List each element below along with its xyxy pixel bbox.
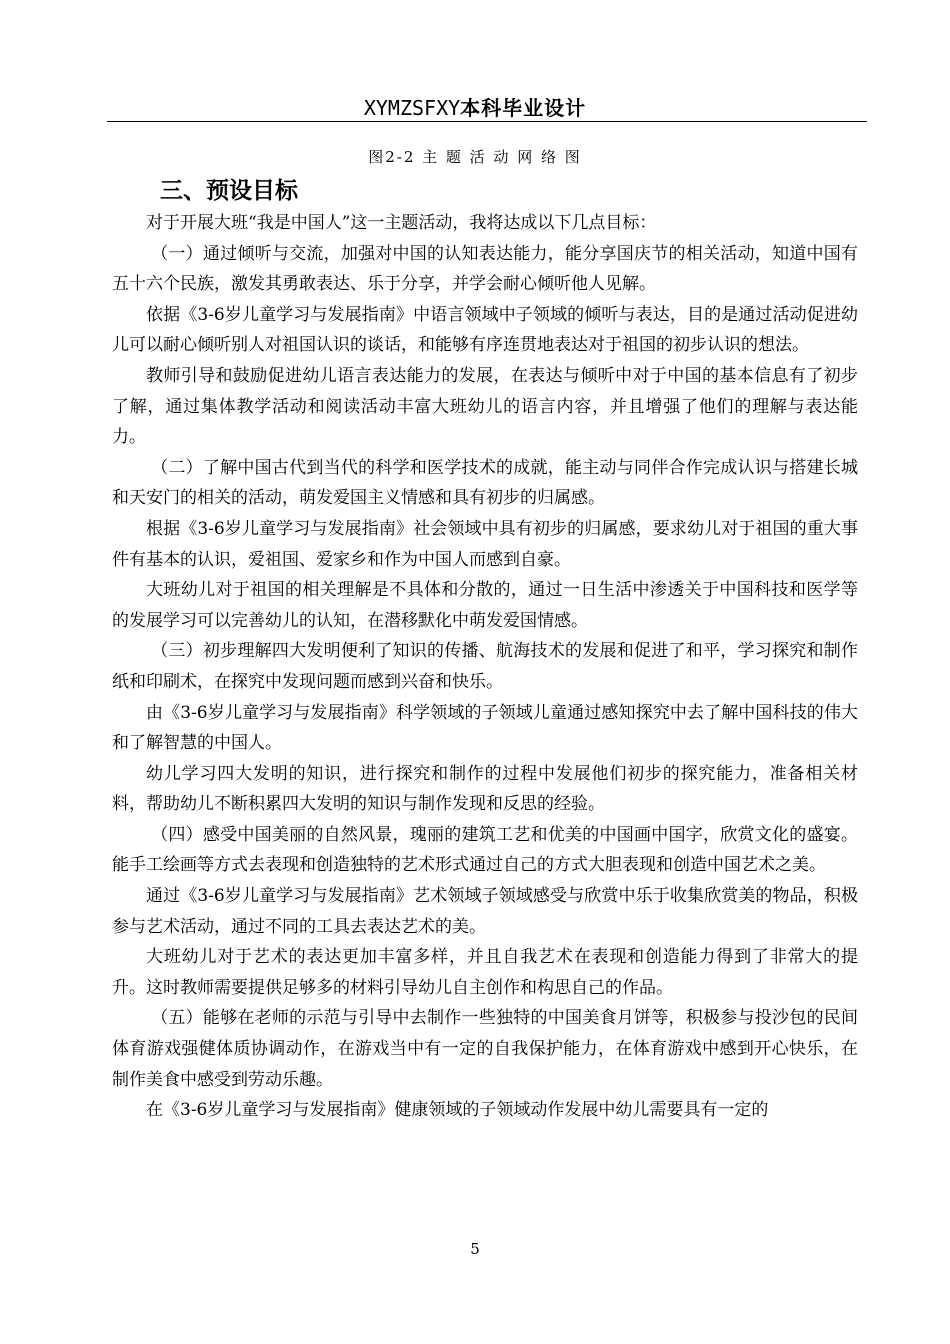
paragraph: 大班幼儿对于艺术的表达更加丰富多样，并且自我艺术在表现和创造能力得到了非常大的提升。这时教师需要提供足够多的材料引导幼儿自主创作和构思自己的作品。 (112, 947, 858, 998)
page-header (0, 95, 950, 121)
header-divider (107, 121, 867, 122)
header-label: 本科毕业设计 (460, 96, 587, 120)
paragraph-intro: 对于开展大班“我是中国人”这一主题活动，我将达成以下几点目标： (146, 213, 657, 233)
section-heading: 三、预设目标 (160, 178, 298, 204)
paragraph-goal-2: （二）了解中国古代到当代的科学和医学技术的成就，能主动与同伴合作完成认识与搭建长城和天安门的相关的活动，萌发爱国主义情感和具有初步的归属感。 (112, 457, 858, 509)
paragraph: 幼儿学习四大发明的知识，进行探究和制作的过程中发展他们初步的探究能力，准备相关材料，帮助幼儿不断积累四大发明的知识与制作发现和反思的经验。 (112, 763, 858, 815)
paragraph-goal-1: （一）通过倾听与交流，加强对中国的认知表达能力，能分享国庆节的相关活动，知道中国有五十六个民族，激发其勇敢表达、乐于分享，并学会耐心倾听他人见解。 (112, 243, 858, 295)
paragraph: 大班幼儿对于祖国的相关理解是不具体和分散的，通过一日生活中渗透关于中国科技和医学等的发展学习可以完善幼儿的认知，在潜移默化中萌发爱国情感。 (112, 580, 858, 631)
paragraph: 根据《3-6岁儿童学习与发展指南》社会领域中具有初步的归属感，要求幼儿对于祖国的重大事件有基本的认识，爱祖国、爱家乡和作为中国人而感到自豪。 (112, 518, 858, 570)
body-text (112, 208, 858, 1126)
paragraph: 依据《3-6岁儿童学习与发展指南》中语言领域中子领域的倾听与表达，目的是通过活动促进幼儿可以耐心倾听别人对祖国认识的谈话，和能够有序连贯地表达对于祖国的初步认识的想法。 (112, 304, 858, 356)
paragraph: 通过《3-6岁儿童学习与发展指南》艺术领域子领域感受与欣赏中乐于收集欣赏美的物品，积极参与艺术活动，通过不同的工具去表达艺术的美。 (112, 886, 858, 937)
figure-caption: 图2-2 主 题 活 动 网 络 图 (368, 148, 582, 166)
paragraph-goal-4: （四）感受中国美丽的自然风景，瑰丽的建筑工艺和优美的中国画中国字，欣赏文化的盛宴。能手工绘画等方式去表现和创造独特的艺术形式通过自己的方式大胆表现和创造中国艺术之美。 (112, 824, 858, 876)
paragraph-goal-3: （三）初步理解四大发明便利了知识的传播、航海技术的发展和促进了和平，学习探究和制作纸和印刷术，在探究中发现问题而感到兴奋和快乐。 (112, 641, 858, 692)
header-code: XYMZSFXY (363, 96, 461, 120)
paragraph: 由《3-6岁儿童学习与发展指南》科学领域的子领域儿童通过感知探究中去了解中国科技的伟大和了解智慧的中国人。 (112, 702, 858, 754)
page-number: 5 (470, 1240, 480, 1258)
paragraph: 在《3-6岁儿童学习与发展指南》健康领域的子领域动作发展中幼儿需要具有一定的 (146, 1100, 769, 1121)
paragraph-goal-5: （五）能够在老师的示范与引导中去制作一些独特的中国美食月饼等，积极参与投沙包的民间体育游戏强健体质协调动作，在游戏当中有一定的自我保护能力，在体育游戏中感到开心快乐，在制作美食中感受到劳动乐趣。 (112, 1008, 858, 1090)
paragraph: 教师引导和鼓励促进幼儿语言表达能力的发展，在表达与倾听中对于中国的基本信息有了初步了解，通过集体教学活动和阅读活动丰富大班幼儿的语言内容，并且增强了他们的理解与表达能力。 (112, 365, 858, 448)
